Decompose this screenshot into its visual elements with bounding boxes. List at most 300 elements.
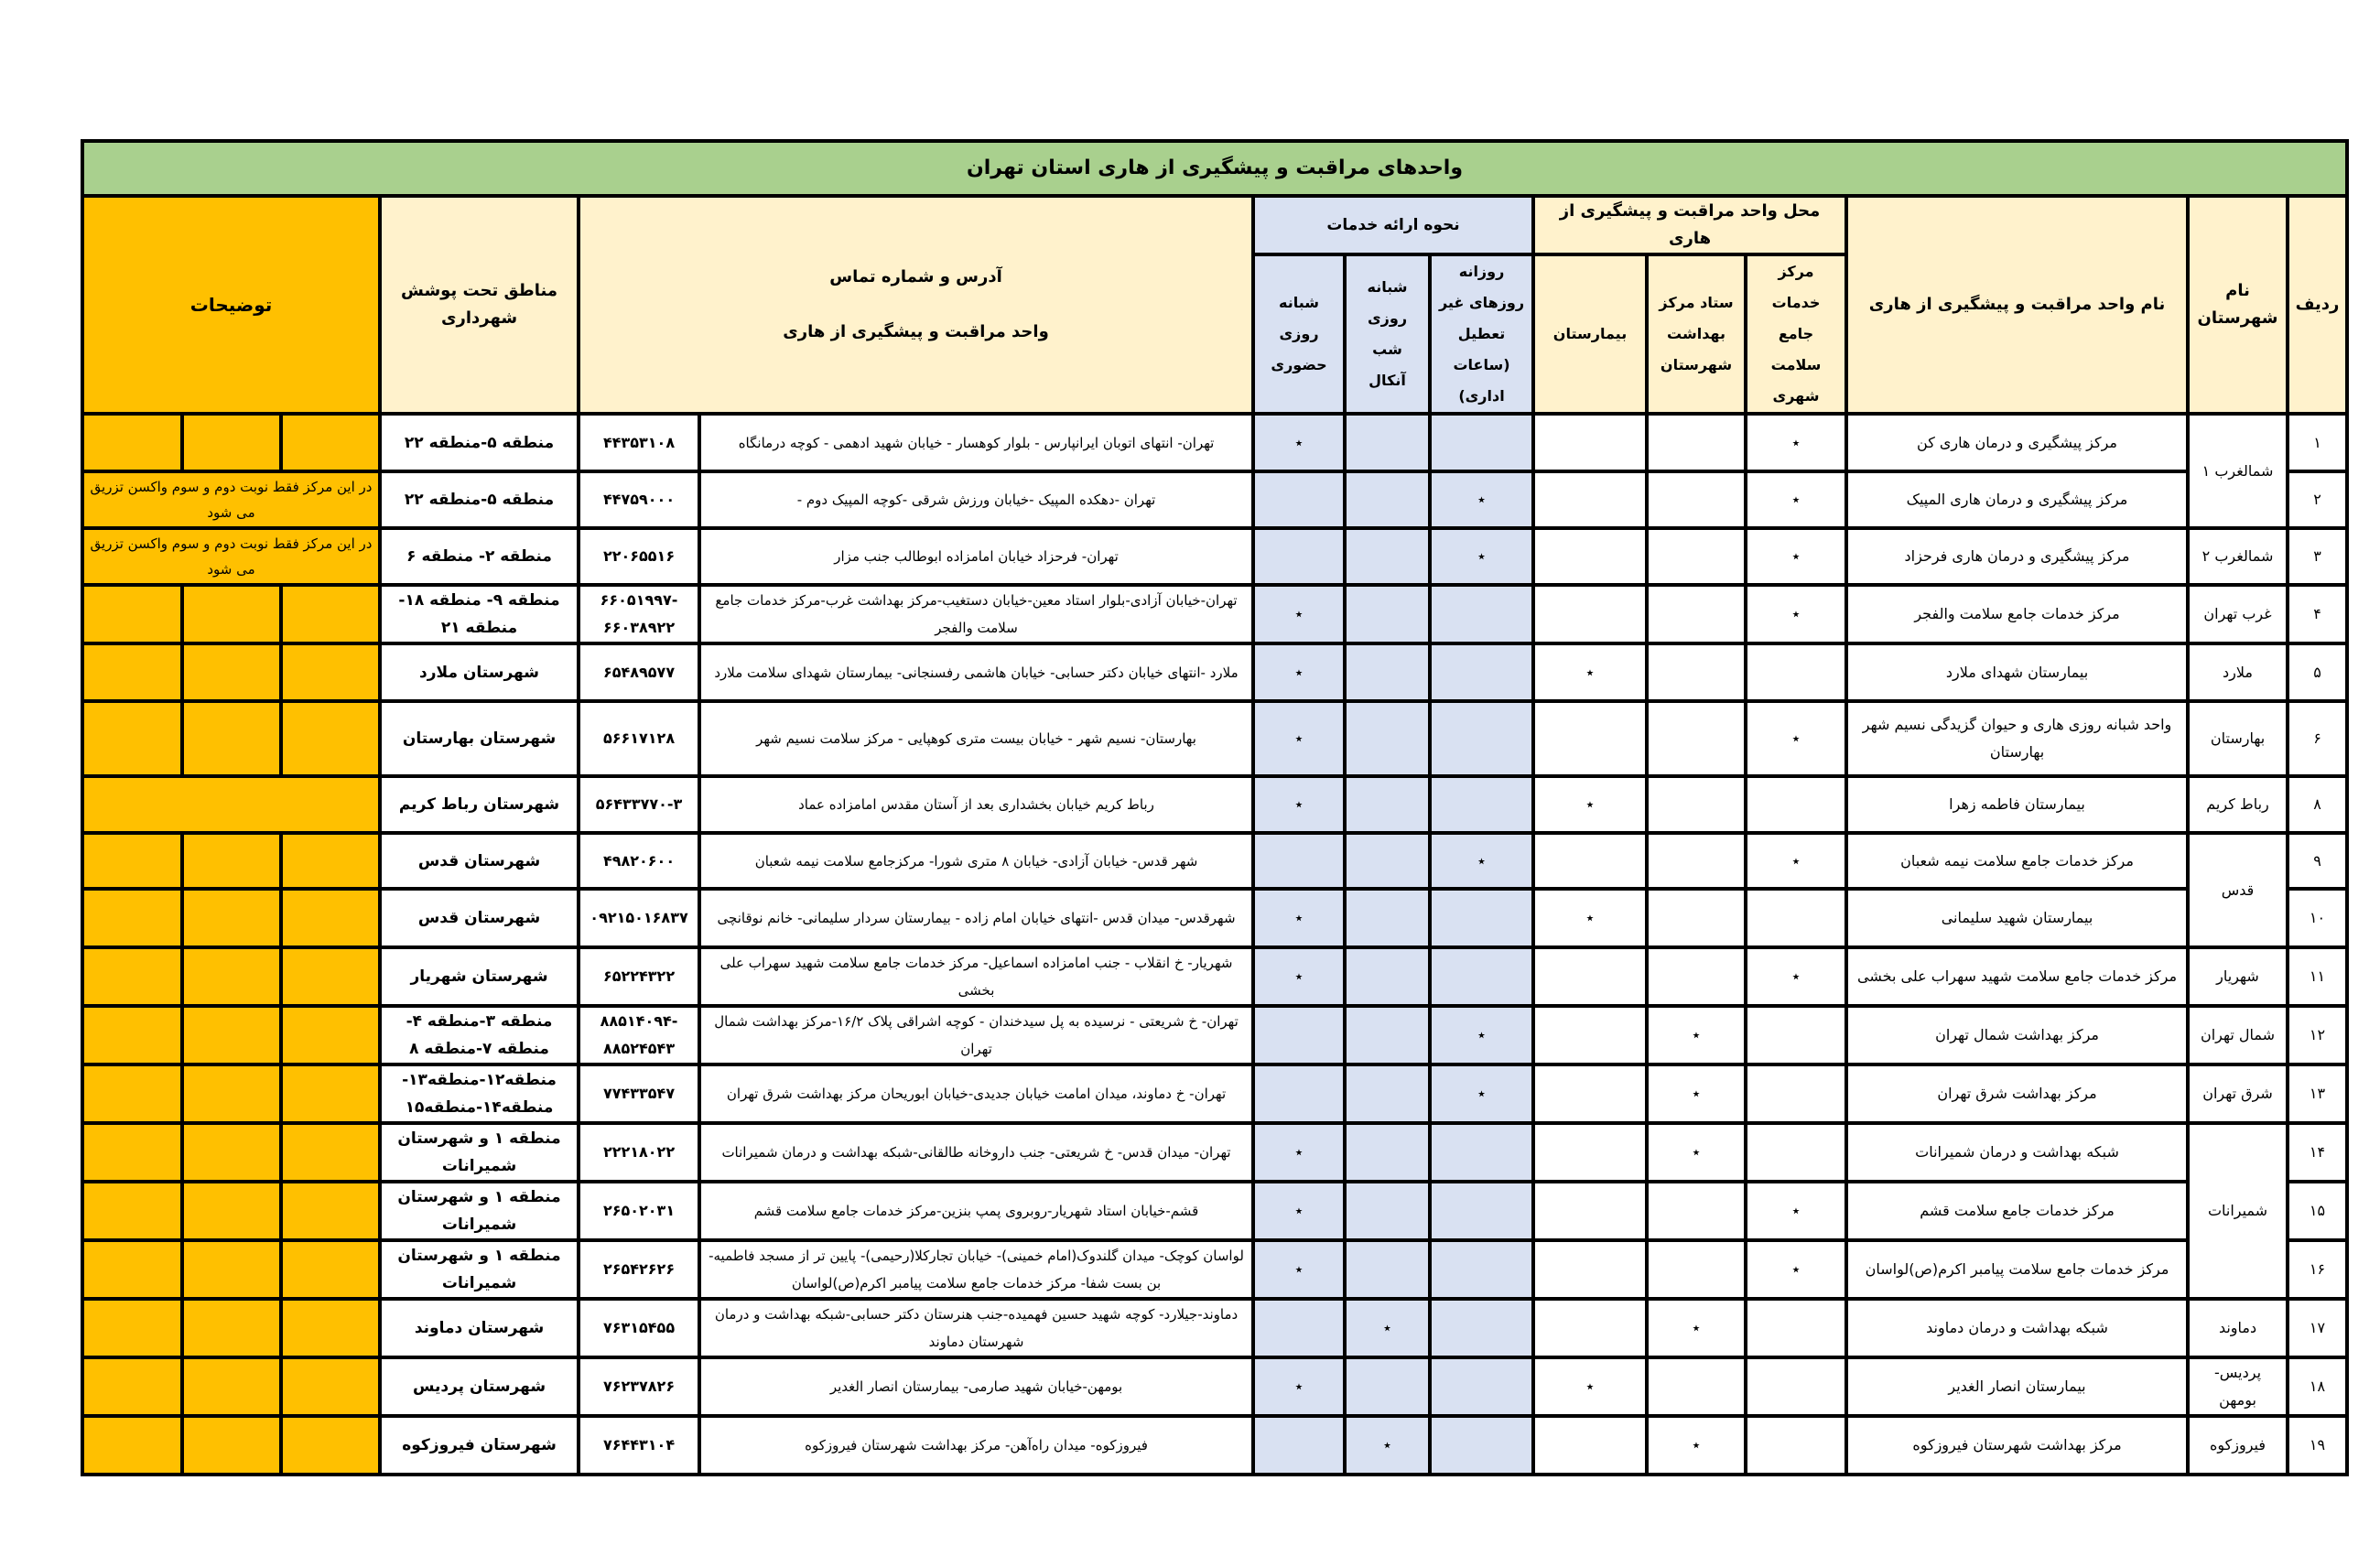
checkmark-star-icon: ٭	[1383, 1436, 1391, 1453]
checkmark-star-icon: ٭	[1692, 1143, 1701, 1161]
address: لواسان کوچک- میدان گلندوک(امام خمینی)- خیابان تجارکلا(رحیمی)- پایین تر از مسجد فاطمیه-بن بست شفا- مرکز خدمات جامع سلامت پیامبر اکرم(ص)لواسان	[699, 1240, 1253, 1299]
coverage-zone: منطقه ۵-منطقه ۲۲	[380, 471, 579, 528]
unit-name: مرکز خدمات جامع سلامت پیامبر اکرم(ص)لواسان	[1846, 1240, 2188, 1299]
cell-s1	[1430, 1240, 1533, 1299]
cell-s3	[1253, 585, 1345, 643]
county-name: شمالغرب ۲	[2188, 528, 2288, 585]
row-number: ۱۹	[2288, 1416, 2347, 1475]
cell-m3	[1533, 471, 1647, 528]
table-row	[82, 947, 2347, 1006]
checkmark-star-icon: ٭	[1294, 663, 1304, 681]
checkmark-star-icon: ٭	[1294, 1260, 1304, 1278]
coverage-zone: شهرستان قدس	[380, 833, 579, 889]
address: شهرقدس- میدان قدس -انتهای خیابان امام زاده - بیمارستان سردار سلیمانی- خانم نوقانچی	[699, 889, 1253, 947]
cell-m1	[1746, 889, 1846, 947]
cell-m2	[1647, 585, 1746, 643]
checkmark-star-icon: ٭	[1791, 547, 1801, 565]
cell-s1	[1430, 1299, 1533, 1357]
county-name: غرب تهران	[2188, 585, 2288, 643]
cell-m2	[1647, 1357, 1746, 1416]
cell-m3	[1533, 528, 1647, 585]
table-row	[82, 1416, 2347, 1475]
cell-s3	[1253, 1006, 1345, 1064]
notes-cell	[281, 701, 380, 776]
checkmark-star-icon: ٭	[1791, 1260, 1801, 1278]
checkmark-star-icon: ٭	[1585, 795, 1595, 813]
checkmark-star-icon: ٭	[1791, 851, 1801, 870]
cell-s1	[1430, 414, 1533, 471]
coverage-zone: منطقه۱۲-منطقه۱۳-منطقه۱۴-منطقه۱۵	[380, 1064, 579, 1123]
notes-cell	[82, 1240, 182, 1299]
notes-cell	[82, 414, 182, 471]
cell-m1	[1746, 1123, 1846, 1182]
row-number: ۱	[2288, 414, 2347, 471]
checkmark-star-icon: ٭	[1791, 967, 1801, 985]
cell-s3	[1253, 1357, 1345, 1416]
table-row	[82, 1240, 2347, 1299]
notes-cell	[182, 889, 281, 947]
cell-s1	[1430, 471, 1533, 528]
cell-m3	[1533, 1416, 1647, 1475]
cell-s3	[1253, 643, 1345, 701]
header-county: نام شهرستان	[2188, 196, 2288, 414]
header-unit-name: نام واحد مراقبت و پیشگیری از هاری	[1846, 196, 2188, 414]
cell-s3	[1253, 701, 1345, 776]
cell-s2	[1345, 889, 1430, 947]
cell-s3	[1253, 889, 1345, 947]
unit-name: شبکه بهداشت و درمان شمیرانات	[1846, 1123, 2188, 1182]
address: فیروزکوه- میدان راه‌آهن- مرکز بهداشت شهرستان فیروزکوه	[699, 1416, 1253, 1475]
cell-s2	[1345, 1299, 1430, 1357]
phone-number: ۰۹۲۱۵۰۱۶۸۳۷	[579, 889, 699, 947]
coverage-zone: منطقه ۵-منطقه ۲۲	[380, 414, 579, 471]
cell-s2	[1345, 776, 1430, 833]
row-number: ۲	[2288, 471, 2347, 528]
cell-s3	[1253, 1182, 1345, 1240]
cell-s3	[1253, 776, 1345, 833]
checkmark-star-icon: ٭	[1692, 1436, 1701, 1453]
checkmark-star-icon: ٭	[1791, 1202, 1801, 1219]
notes-cell	[82, 947, 182, 1006]
notes-cell	[182, 414, 281, 471]
address: تهران- خ دماوند، میدان امامت خیابان جدیدی-خیابان ابوریحان مرکز بهداشت شرق تهران	[699, 1064, 1253, 1123]
phone-number: ۷۷۴۳۳۵۴۷	[579, 1064, 699, 1123]
cell-m1	[1746, 1240, 1846, 1299]
address: ملارد -انتهای خیابان دکتر حسابی- خیابان هاشمی رفسنجانی- بیمارستان شهدای سلامت ملارد	[699, 643, 1253, 701]
cell-s2	[1345, 1064, 1430, 1123]
cell-s2	[1345, 833, 1430, 889]
county-name: شمال تهران	[2188, 1006, 2288, 1064]
header-zones: مناطق تحت پوشش شهرداری	[380, 196, 579, 414]
cell-m2	[1647, 889, 1746, 947]
phone-number: -۸۸۵۱۴۰۹۴ ۸۸۵۲۴۵۴۳	[579, 1006, 699, 1064]
checkmark-star-icon: ٭	[1477, 491, 1486, 508]
cell-m1	[1746, 1064, 1846, 1123]
phone-number: -۶۶۰۵۱۹۹۷ ۶۶۰۳۸۹۲۲	[579, 585, 699, 643]
cell-s2	[1345, 471, 1430, 528]
checkmark-star-icon: ٭	[1294, 729, 1304, 747]
row-number: ۴	[2288, 585, 2347, 643]
cell-s1	[1430, 701, 1533, 776]
notes-cell	[182, 833, 281, 889]
checkmark-star-icon: ٭	[1791, 729, 1801, 747]
cell-m2	[1647, 1182, 1746, 1240]
unit-name: مرکز خدمات جامع سلامت شهید سهراب علی بخشی	[1846, 947, 2188, 1006]
table-row	[82, 1357, 2347, 1416]
notes-cell	[82, 1299, 182, 1357]
coverage-zone: منطقه ۲- منطقه ۶	[380, 528, 579, 585]
table-row	[82, 701, 2347, 776]
cell-m3	[1533, 414, 1647, 471]
table-title: واحدهای مراقبت و پیشگیری از هاری استان تهران	[82, 141, 2347, 196]
notes-cell	[182, 643, 281, 701]
checkmark-star-icon: ٭	[1791, 433, 1801, 451]
checkmark-star-icon: ٭	[1477, 851, 1486, 870]
rabies-units-table	[81, 139, 2349, 1476]
notes: در این مرکز فقط نوبت دوم و سوم واکسن تزریق می شود	[82, 528, 380, 585]
cell-s3	[1253, 471, 1345, 528]
header-row-no: ردیف	[2288, 196, 2347, 414]
header-loc-hospital: بیمارستان	[1533, 254, 1647, 414]
cell-m2	[1647, 414, 1746, 471]
checkmark-star-icon: ٭	[1294, 967, 1304, 985]
row-number: ۳	[2288, 528, 2347, 585]
phone-number: ۴۴۳۵۳۱۰۸	[579, 414, 699, 471]
unit-name: مرکز پیشگیری و درمان هاری کن	[1846, 414, 2188, 471]
cell-m1	[1746, 947, 1846, 1006]
address: قشم-خیابان استاد شهریار-روبروی پمپ بنزین-مرکز خدمات جامع سلامت قشم	[699, 1182, 1253, 1240]
notes: در این مرکز فقط نوبت دوم و سوم واکسن تزریق می شود	[82, 471, 380, 528]
notes-cell	[281, 1182, 380, 1240]
unit-name: مرکز پیشگیری و درمان هاری المپیک	[1846, 471, 2188, 528]
unit-name: مرکز خدمات جامع سلامت والفجر	[1846, 585, 2188, 643]
cell-s2	[1345, 1123, 1430, 1182]
notes-cell	[281, 585, 380, 643]
phone-number: ۲۶۵۴۲۶۲۶	[579, 1240, 699, 1299]
cell-s2	[1345, 701, 1430, 776]
checkmark-star-icon: ٭	[1585, 663, 1595, 681]
cell-m3	[1533, 776, 1647, 833]
cell-m1	[1746, 414, 1846, 471]
coverage-zone: منطقه ۱ و شهرستان شمیرانات	[380, 1240, 579, 1299]
cell-m1	[1746, 1416, 1846, 1475]
address: رباط کریم خیابان بخشداری بعد از آستان مقدس امامزاده عماد	[699, 776, 1253, 833]
cell-m3	[1533, 1182, 1647, 1240]
checkmark-star-icon: ٭	[1294, 433, 1304, 451]
cell-m2	[1647, 833, 1746, 889]
header-address	[579, 196, 1253, 414]
checkmark-star-icon: ٭	[1791, 605, 1801, 622]
notes-cell	[281, 947, 380, 1006]
address: شهر قدس- خیابان آزادی- خیابان ۸ متری شورا- مرکزجامع سلامت نیمه شعبان	[699, 833, 1253, 889]
row-number: ۱۶	[2288, 1240, 2347, 1299]
cell-s1	[1430, 833, 1533, 889]
phone-number: ۶۵۲۲۴۳۲۲	[579, 947, 699, 1006]
unit-name: مرکز خدمات جامع سلامت قشم	[1846, 1182, 2188, 1240]
table-row	[82, 1299, 2347, 1357]
cell-s3	[1253, 1123, 1345, 1182]
cell-s2	[1345, 414, 1430, 471]
row-number: ۱۱	[2288, 947, 2347, 1006]
header-svc-oncall: شبانه روزی شب آنکال	[1345, 254, 1430, 414]
address: تهران- خ شریعتی - نرسیده به پل سیدخندان - کوچه اشراقی پلاک ۱۶/۲-مرکز بهداشت شمال تهران	[699, 1006, 1253, 1064]
cell-m1	[1746, 585, 1846, 643]
county-name: شهریار	[2188, 947, 2288, 1006]
cell-m1	[1746, 833, 1846, 889]
notes-cell	[281, 1299, 380, 1357]
header-svc-inperson: شبانه روزی حضوری	[1253, 254, 1345, 414]
cell-s3	[1253, 1064, 1345, 1123]
checkmark-star-icon: ٭	[1791, 491, 1801, 508]
coverage-zone: شهرستان فیروزکوه	[380, 1416, 579, 1475]
cell-s1	[1430, 1357, 1533, 1416]
notes-cell	[182, 1006, 281, 1064]
cell-m3	[1533, 889, 1647, 947]
table-row	[82, 414, 2347, 471]
cell-s2	[1345, 585, 1430, 643]
cell-m2	[1647, 1240, 1746, 1299]
cell-m1	[1746, 528, 1846, 585]
address: تهران-خیابان آزادی-بلوار استاد معین-خیابان دستغیب-مرکز بهداشت غرب-مرکز خدمات جامع سلامت والفجر	[699, 585, 1253, 643]
county-name: ملارد	[2188, 643, 2288, 701]
cell-s1	[1430, 1123, 1533, 1182]
row-number: ۵	[2288, 643, 2347, 701]
notes-cell	[182, 1240, 281, 1299]
notes-cell	[281, 414, 380, 471]
table-row	[82, 889, 2347, 947]
cell-s2	[1345, 1416, 1430, 1475]
checkmark-star-icon: ٭	[1294, 1143, 1304, 1161]
phone-number: ۲۲۲۱۸۰۲۲	[579, 1123, 699, 1182]
cell-m2	[1647, 1006, 1746, 1064]
cell-s2	[1345, 1182, 1430, 1240]
phone-number: ۲۶۵۰۲۰۳۱	[579, 1182, 699, 1240]
checkmark-star-icon: ٭	[1477, 547, 1486, 565]
notes	[82, 776, 380, 833]
row-number: ۱۸	[2288, 1357, 2347, 1416]
notes-cell	[82, 585, 182, 643]
coverage-zone: شهرستان قدس	[380, 889, 579, 947]
address: تهران- فرحزاد خیابان امامزاده ابوطالب جنب مزار	[699, 528, 1253, 585]
cell-s3	[1253, 1299, 1345, 1357]
cell-s1	[1430, 776, 1533, 833]
unit-name: واحد شبانه روزی هاری و حیوان گزیدگی نسیم شهر بهارستان	[1846, 701, 2188, 776]
phone-number: ۴۹۸۲۰۶۰۰	[579, 833, 699, 889]
notes-cell	[281, 1240, 380, 1299]
unit-name: مرکز بهداشت شمال تهران	[1846, 1006, 2188, 1064]
coverage-zone: منطقه ۱ و شهرستان شمیرانات	[380, 1123, 579, 1182]
county-name: رباط کریم	[2188, 776, 2288, 833]
cell-s1	[1430, 1416, 1533, 1475]
notes-cell	[281, 1123, 380, 1182]
cell-s1	[1430, 1182, 1533, 1240]
county-name: قدس	[2188, 833, 2288, 947]
coverage-zone: شهرستان شهریار	[380, 947, 579, 1006]
header-loc-health-center: مرکز خدمات جامع سلامت شهری	[1746, 254, 1846, 414]
cell-s3	[1253, 947, 1345, 1006]
coverage-zone: شهرستان پردیس	[380, 1357, 579, 1416]
address: دماوند-جیلارد- کوچه شهید حسین فهمیده-جنب هنرستان دکتر حسابی-شبکه بهداشت و درمان شهرستان دماوند	[699, 1299, 1253, 1357]
cell-m1	[1746, 1182, 1846, 1240]
cell-m3	[1533, 1123, 1647, 1182]
cell-s1	[1430, 1006, 1533, 1064]
cell-m3	[1533, 701, 1647, 776]
notes-cell	[82, 1357, 182, 1416]
notes-cell	[82, 1006, 182, 1064]
table-body	[82, 414, 2347, 1475]
header-service-group: نحوه ارائه خدمات	[1253, 196, 1533, 254]
table-row	[82, 471, 2347, 528]
cell-m2	[1647, 776, 1746, 833]
cell-m3	[1533, 1006, 1647, 1064]
phone-number: ۴۴۷۵۹۰۰۰	[579, 471, 699, 528]
cell-m3	[1533, 643, 1647, 701]
coverage-zone: شهرستان ملارد	[380, 643, 579, 701]
cell-s3	[1253, 528, 1345, 585]
checkmark-star-icon: ٭	[1692, 1085, 1701, 1102]
cell-m3	[1533, 1064, 1647, 1123]
notes-cell	[182, 1357, 281, 1416]
cell-s3	[1253, 1416, 1345, 1475]
row-number: ۱۲	[2288, 1006, 2347, 1064]
unit-name: مرکز بهداشت شرق تهران	[1846, 1064, 2188, 1123]
unit-name: مرکز پیشگیری و درمان هاری فرحزاد	[1846, 528, 2188, 585]
cell-s2	[1345, 528, 1430, 585]
county-name: فیروزکوه	[2188, 1416, 2288, 1475]
row-number: ۱۳	[2288, 1064, 2347, 1123]
cell-s3	[1253, 833, 1345, 889]
checkmark-star-icon: ٭	[1585, 909, 1595, 926]
notes-cell	[82, 1123, 182, 1182]
notes-cell	[281, 643, 380, 701]
checkmark-star-icon: ٭	[1294, 795, 1304, 813]
cell-m3	[1533, 1357, 1647, 1416]
table-row	[82, 1006, 2347, 1064]
table-row	[82, 776, 2347, 833]
cell-m2	[1647, 1299, 1746, 1357]
cell-m2	[1647, 1123, 1746, 1182]
notes-cell	[182, 947, 281, 1006]
row-number: ۱۰	[2288, 889, 2347, 947]
cell-m3	[1533, 585, 1647, 643]
checkmark-star-icon: ٭	[1692, 1026, 1701, 1043]
coverage-zone: منطقه ۹- منطقه ۱۸-منطقه ۲۱	[380, 585, 579, 643]
row-number: ۹	[2288, 833, 2347, 889]
row-number: ۶	[2288, 701, 2347, 776]
notes-cell	[82, 889, 182, 947]
table-row	[82, 833, 2347, 889]
checkmark-star-icon: ٭	[1585, 1378, 1595, 1395]
notes-cell	[182, 1123, 281, 1182]
notes-cell	[82, 833, 182, 889]
cell-s1	[1430, 1064, 1533, 1123]
table-row	[82, 1123, 2347, 1182]
address: بومهن-خیابان شهید صارمی- بیمارستان انصار الغدیر	[699, 1357, 1253, 1416]
cell-s1	[1430, 585, 1533, 643]
cell-m1	[1746, 1006, 1846, 1064]
unit-name: بیمارستان فاطمه زهرا	[1846, 776, 2188, 833]
notes-cell	[182, 1299, 281, 1357]
table-row	[82, 528, 2347, 585]
cell-m3	[1533, 947, 1647, 1006]
table-row	[82, 1182, 2347, 1240]
address: بهارستان- نسیم شهر - خیابان بیست متری کوهپایی - مرکز سلامت نسیم شهر	[699, 701, 1253, 776]
notes-cell	[82, 1416, 182, 1475]
header-notes: توضیحات	[82, 196, 380, 414]
phone-number: ۷۶۳۱۵۴۵۵	[579, 1299, 699, 1357]
cell-s3	[1253, 414, 1345, 471]
cell-s1	[1430, 528, 1533, 585]
header-location-group: محل واحد مراقبت و پیشگیری از هاری	[1533, 196, 1846, 254]
header-address-line1: آدرس و شماره تماس	[829, 267, 1002, 286]
checkmark-star-icon: ٭	[1383, 1319, 1391, 1336]
checkmark-star-icon: ٭	[1477, 1085, 1486, 1102]
cell-s2	[1345, 643, 1430, 701]
row-number: ۱۵	[2288, 1182, 2347, 1240]
row-number: ۸	[2288, 776, 2347, 833]
cell-m3	[1533, 1240, 1647, 1299]
cell-m1	[1746, 776, 1846, 833]
cell-s2	[1345, 1357, 1430, 1416]
cell-m1	[1746, 701, 1846, 776]
rabies-units-sheet	[81, 139, 2345, 1476]
county-name: شمالغرب ۱	[2188, 414, 2288, 528]
cell-m3	[1533, 833, 1647, 889]
address: تهران- میدان قدس- خ شریعتی- جنب داروخانه طالقانی-شبکه بهداشت و درمان شمیرانات	[699, 1123, 1253, 1182]
county-name: بهارستان	[2188, 701, 2288, 776]
cell-s1	[1430, 889, 1533, 947]
table-row	[82, 585, 2347, 643]
unit-name: مرکز بهداشت شهرستان فیروزکوه	[1846, 1416, 2188, 1475]
cell-m2	[1647, 1064, 1746, 1123]
unit-name: شبکه بهداشت و درمان دماوند	[1846, 1299, 2188, 1357]
unit-name: مرکز خدمات جامع سلامت نیمه شعبان	[1846, 833, 2188, 889]
phone-number: ۵۶۶۱۷۱۲۸	[579, 701, 699, 776]
address: تهران -دهکده المپیک -خیابان ورزش شرقی -کوچه المپیک دوم -	[699, 471, 1253, 528]
coverage-zone: منطقه ۳-منطقه ۴-منطقه ۷-منطقه ۸	[380, 1006, 579, 1064]
phone-number: ۷۶۴۴۳۱۰۴	[579, 1416, 699, 1475]
notes-cell	[281, 833, 380, 889]
cell-m3	[1533, 1299, 1647, 1357]
county-name: پردیس- بومهن	[2188, 1357, 2288, 1416]
coverage-zone: منطقه ۱ و شهرستان شمیرانات	[380, 1182, 579, 1240]
notes-cell	[182, 701, 281, 776]
phone-number: ۲۲۰۶۵۵۱۶	[579, 528, 699, 585]
cell-m2	[1647, 643, 1746, 701]
notes-cell	[281, 1416, 380, 1475]
table-row	[82, 643, 2347, 701]
coverage-zone: شهرستان رباط کریم	[380, 776, 579, 833]
checkmark-star-icon: ٭	[1294, 1378, 1304, 1395]
checkmark-star-icon: ٭	[1294, 605, 1304, 622]
header-loc-hq: ستاد مرکز بهداشت شهرستان	[1647, 254, 1746, 414]
notes-cell	[182, 1416, 281, 1475]
cell-m1	[1746, 1299, 1846, 1357]
unit-name: بیمارستان انصار الغدیر	[1846, 1357, 2188, 1416]
county-name: شرق تهران	[2188, 1064, 2288, 1123]
cell-s1	[1430, 643, 1533, 701]
header-svc-daily: روزانه روزهای غیر تعطیل (ساعات اداری)	[1430, 254, 1533, 414]
row-number: ۱۴	[2288, 1123, 2347, 1182]
unit-name: بیمارستان شهدای ملارد	[1846, 643, 2188, 701]
checkmark-star-icon: ٭	[1294, 1202, 1304, 1219]
checkmark-star-icon: ٭	[1692, 1319, 1701, 1336]
table-row	[82, 1064, 2347, 1123]
unit-name: بیمارستان شهید سلیمانی	[1846, 889, 2188, 947]
cell-s2	[1345, 947, 1430, 1006]
notes-cell	[281, 1357, 380, 1416]
cell-m2	[1647, 1416, 1746, 1475]
